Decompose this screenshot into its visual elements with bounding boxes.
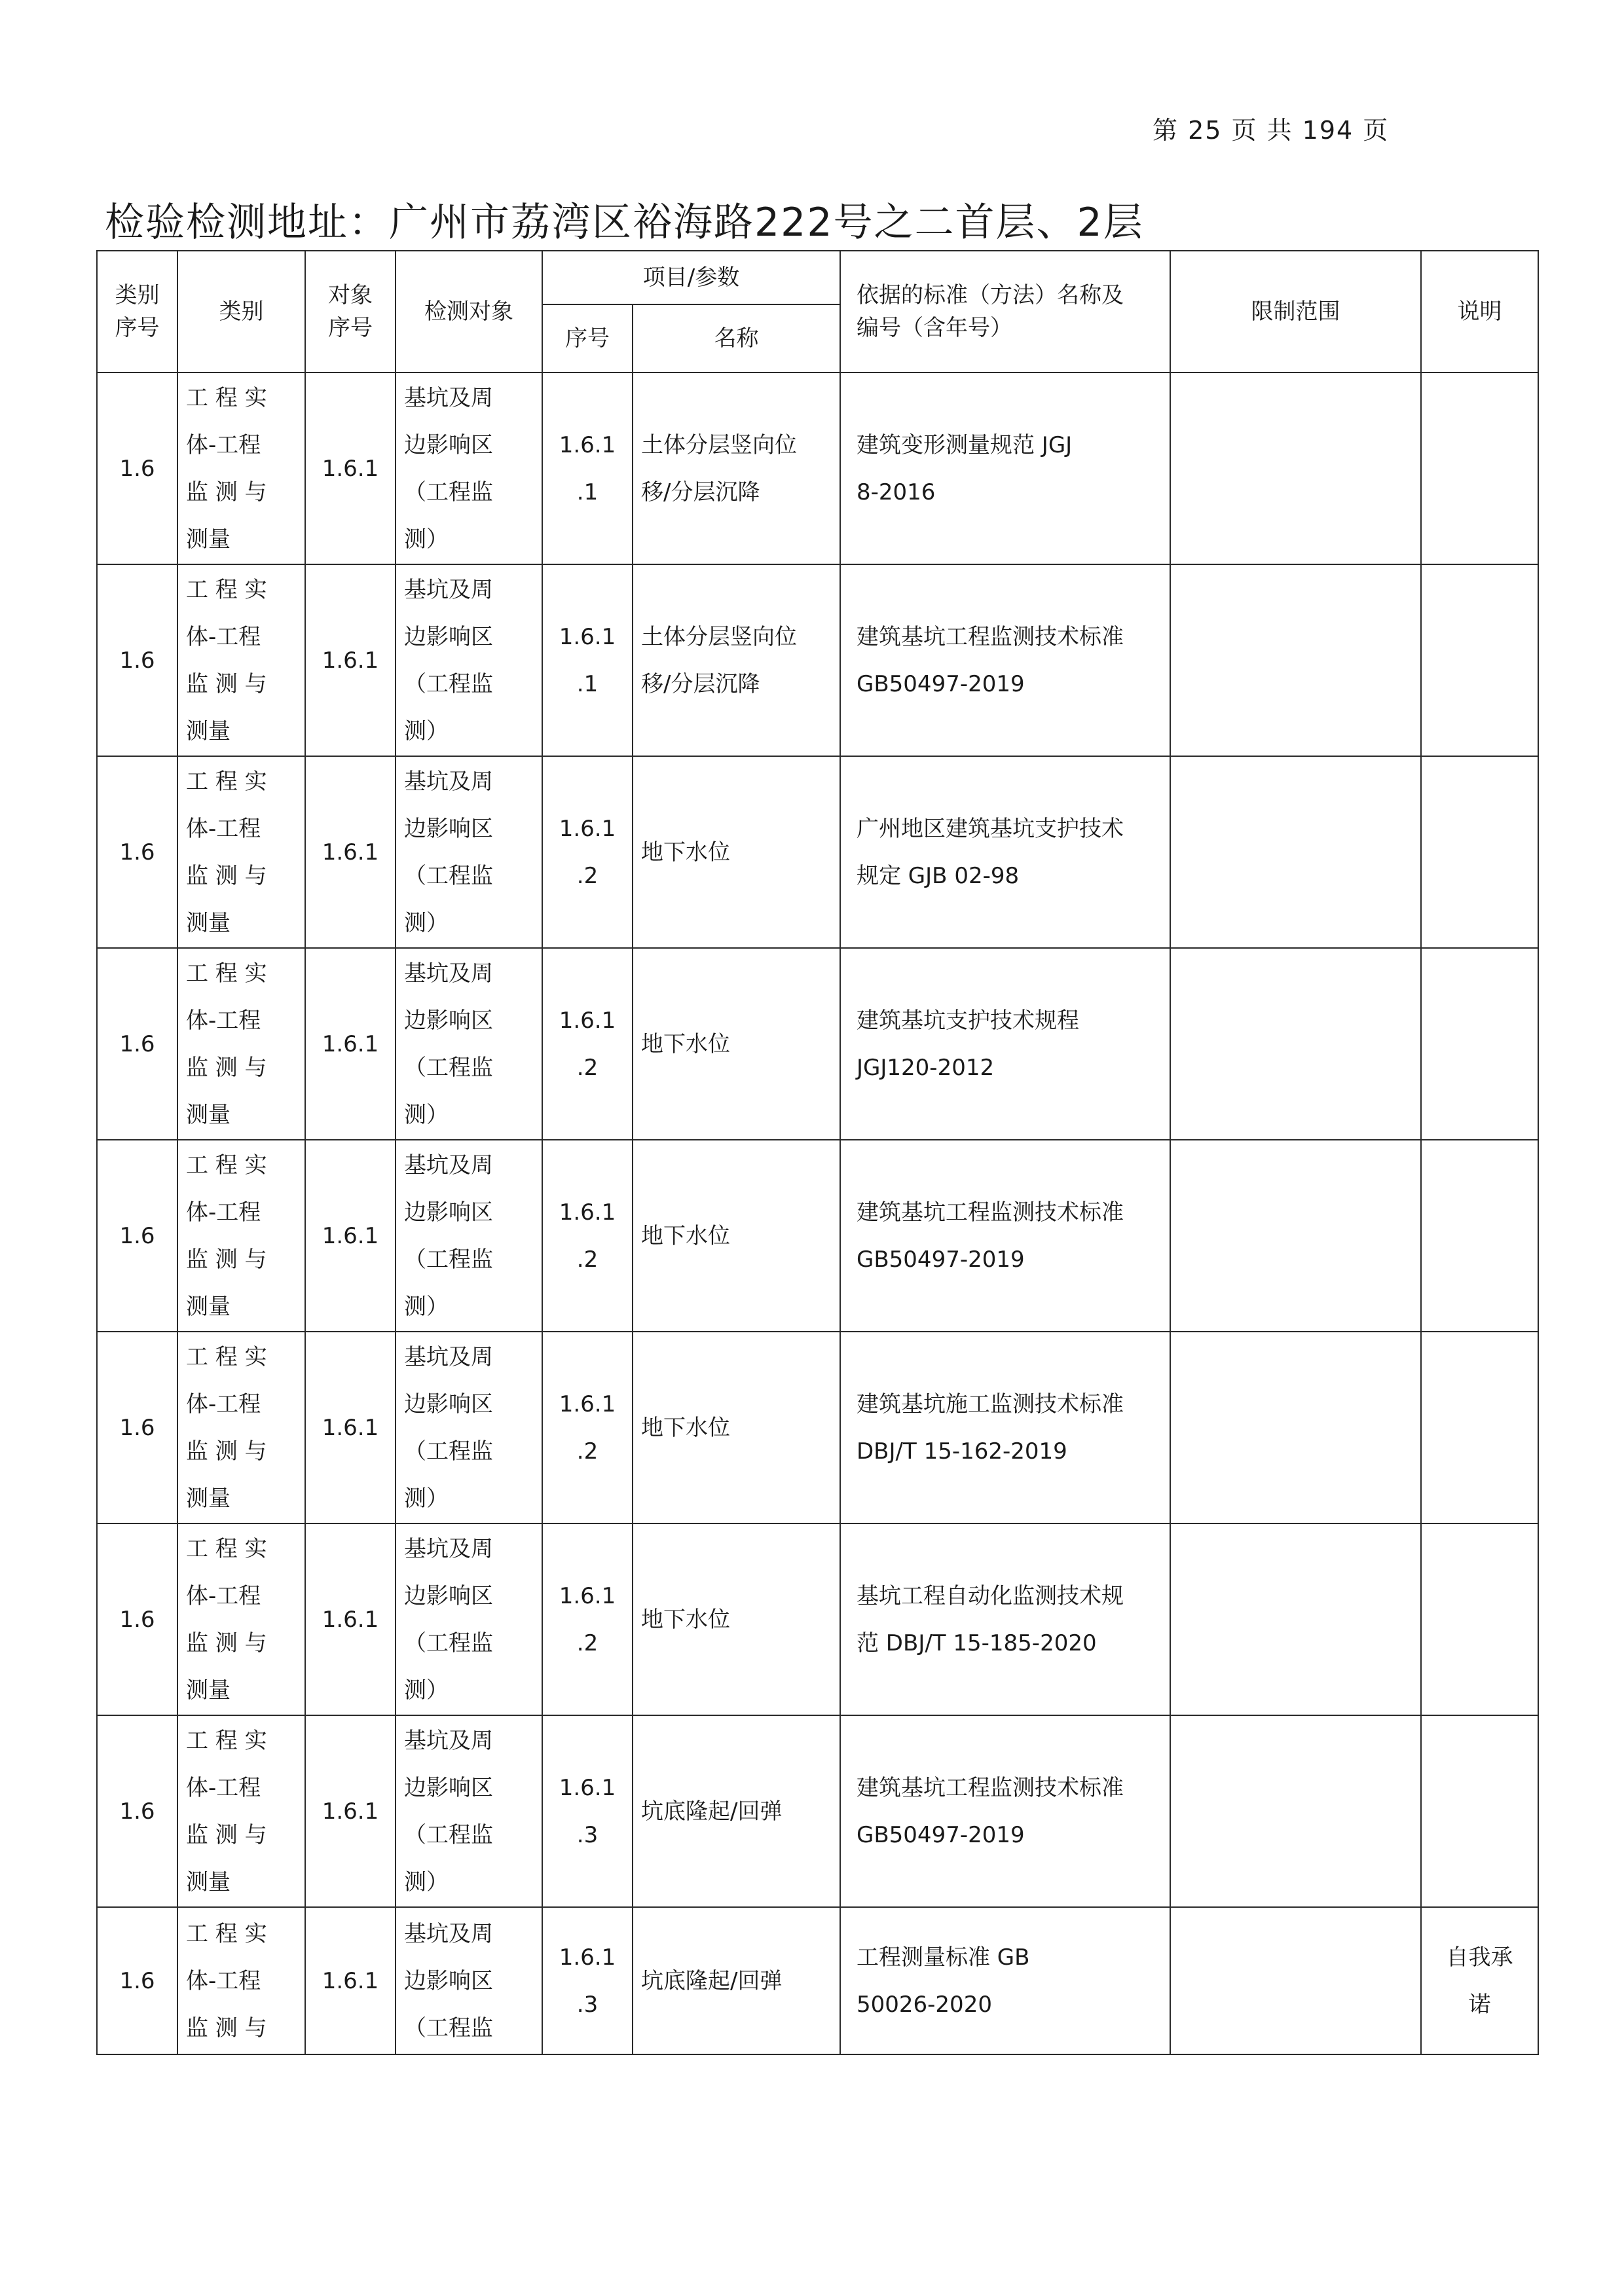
header-standard-line2: 编号（含年号） (857, 315, 1012, 341)
cell-item-seq-line: .1 (576, 670, 599, 697)
cell-item-name-line: 土体分层竖向位 (641, 623, 797, 650)
cell-item-name (633, 564, 840, 756)
cell-category (177, 948, 305, 1140)
cell-object-line: 边影响区 (404, 1391, 493, 1417)
cell-category-line: 工 程 实 (186, 1535, 267, 1562)
cell-object (396, 1715, 542, 1907)
cell-object-line: 测） (404, 718, 449, 744)
cell-category (177, 756, 305, 948)
cell-standard-line: JGJ120-2012 (857, 1054, 995, 1081)
cell-category-seq: 1.6 (97, 1715, 177, 1907)
cell-standard (840, 373, 1170, 564)
cell-category-seq: 1.6 (97, 373, 177, 564)
cell-item-seq (542, 1907, 633, 2054)
table-header-row (97, 251, 1538, 304)
table-row (97, 564, 1538, 756)
cell-standard-line: 建筑基坑工程监测技术标准 (857, 623, 1124, 650)
cell-category (177, 1140, 305, 1332)
cell-category-line: 监 测 与 (186, 1630, 267, 1656)
cell-object-line: 边影响区 (404, 1582, 493, 1609)
cell-object-line: 基坑及周 (404, 576, 493, 603)
header-category: 类别 (177, 251, 305, 373)
cell-object-line: 测） (404, 1677, 449, 1704)
cell-standard (840, 756, 1170, 948)
cell-category-line: 监 测 与 (186, 1821, 267, 1848)
cell-category-line: 测量 (186, 1868, 231, 1895)
cell-object-seq: 1.6.1 (305, 1715, 396, 1907)
cell-object-seq: 1.6.1 (305, 564, 396, 756)
cell-category (177, 373, 305, 564)
cell-item-name-line: 地下水位 (641, 1606, 730, 1633)
cell-category (177, 564, 305, 756)
cell-object-line: 边影响区 (404, 1967, 493, 1994)
cell-object-line: （工程监 (404, 2014, 493, 2041)
cell-item-seq-line: 1.6.1 (559, 1391, 616, 1417)
header-item-param: 项目/参数 (542, 251, 840, 304)
cell-category-line: 体-工程 (186, 431, 261, 458)
cell-note (1421, 948, 1538, 1140)
header-category-seq (97, 251, 177, 373)
cell-category (177, 1907, 305, 2054)
cell-category-seq: 1.6 (97, 948, 177, 1140)
cell-item-seq-line: 1.6.1 (559, 1774, 616, 1801)
cell-object-line: 边影响区 (404, 623, 493, 650)
cell-standard-line: DBJ/T 15-162-2019 (857, 1438, 1067, 1465)
cell-category-line: 工 程 实 (186, 576, 267, 603)
cell-category (177, 1332, 305, 1523)
cell-limit (1170, 756, 1421, 948)
cell-category-line: 体-工程 (186, 1774, 261, 1801)
cell-limit (1170, 1140, 1421, 1332)
cell-item-name-line: 地下水位 (641, 1222, 730, 1249)
cell-object (396, 756, 542, 948)
cell-object-line: （工程监 (404, 479, 493, 505)
header-limit: 限制范围 (1170, 251, 1421, 373)
table-row (97, 1332, 1538, 1523)
cell-object-seq: 1.6.1 (305, 1140, 396, 1332)
cell-category-line: 工 程 实 (186, 1727, 267, 1754)
header-category-seq-line2: 序号 (115, 315, 160, 341)
header-object-seq-line1: 对象 (328, 282, 373, 308)
cell-item-name-line: 地下水位 (641, 839, 730, 866)
cell-object (396, 1523, 542, 1715)
cell-standard-line: 范 DBJ/T 15-185-2020 (857, 1630, 1097, 1656)
cell-item-seq-line: .2 (576, 1246, 599, 1273)
cell-category-seq: 1.6 (97, 756, 177, 948)
cell-object-line: 测） (404, 1485, 449, 1512)
cell-category-line: 监 测 与 (186, 1438, 267, 1465)
scope-table (96, 250, 1539, 2055)
cell-standard-line: 50026-2020 (857, 1991, 992, 2018)
cell-item-name (633, 373, 840, 564)
cell-item-seq-line: 1.6.1 (559, 1007, 616, 1034)
cell-category-line: 测量 (186, 1485, 231, 1512)
cell-item-name-line: 移/分层沉降 (641, 479, 760, 505)
cell-note-line: 诺 (1468, 1991, 1491, 2018)
cell-category-line: 监 测 与 (186, 862, 267, 889)
cell-category-line: 测量 (186, 1101, 231, 1128)
cell-standard (840, 564, 1170, 756)
cell-object-line: 基坑及周 (404, 960, 493, 987)
cell-standard-line: 建筑基坑工程监测技术标准 (857, 1774, 1124, 1801)
cell-object-line: （工程监 (404, 1821, 493, 1848)
cell-standard-line: 8-2016 (857, 479, 936, 505)
header-standard-line1: 依据的标准（方法）名称及 (857, 282, 1124, 308)
cell-category (177, 1715, 305, 1907)
cell-category-line: 体-工程 (186, 1391, 261, 1417)
header-item-name: 名称 (633, 304, 840, 373)
cell-object-line: （工程监 (404, 1630, 493, 1656)
cell-item-name-line: 地下水位 (641, 1414, 730, 1441)
header-object-seq-line2: 序号 (328, 315, 373, 341)
cell-item-name (633, 1332, 840, 1523)
cell-category-line: 测量 (186, 526, 231, 553)
cell-item-seq-line: .2 (576, 1054, 599, 1081)
table-row (97, 373, 1538, 564)
cell-standard (840, 1907, 1170, 2054)
cell-note (1421, 564, 1538, 756)
cell-object-line: 基坑及周 (404, 1920, 493, 1947)
cell-category-line: 工 程 实 (186, 384, 267, 411)
header-object: 检测对象 (396, 251, 542, 373)
cell-category-line: 工 程 实 (186, 1343, 267, 1370)
cell-category-seq: 1.6 (97, 1332, 177, 1523)
header-object-seq (305, 251, 396, 373)
cell-category-line: 体-工程 (186, 1199, 261, 1226)
cell-note (1421, 1523, 1538, 1715)
cell-item-name-line: 坑底隆起/回弹 (641, 1967, 783, 1994)
cell-note (1421, 1907, 1538, 2054)
cell-item-seq (542, 564, 633, 756)
cell-category-line: 监 测 与 (186, 1246, 267, 1273)
cell-item-seq-line: .2 (576, 1630, 599, 1656)
header-standard (840, 251, 1170, 373)
cell-category-line: 工 程 实 (186, 1920, 267, 1947)
cell-category-line: 测量 (186, 718, 231, 744)
cell-category-seq: 1.6 (97, 1140, 177, 1332)
cell-standard (840, 1715, 1170, 1907)
cell-item-name (633, 756, 840, 948)
cell-category-line: 体-工程 (186, 1007, 261, 1034)
cell-object-line: （工程监 (404, 1246, 493, 1273)
cell-item-seq (542, 1523, 633, 1715)
cell-standard-line: 建筑基坑施工监测技术标准 (857, 1391, 1124, 1417)
cell-category-line: 监 测 与 (186, 1054, 267, 1081)
cell-category-line: 监 测 与 (186, 479, 267, 505)
cell-category-line: 工 程 实 (186, 960, 267, 987)
cell-note (1421, 1332, 1538, 1523)
cell-item-name-line: 土体分层竖向位 (641, 431, 797, 458)
cell-object-seq: 1.6.1 (305, 948, 396, 1140)
cell-limit (1170, 948, 1421, 1140)
cell-item-name (633, 1715, 840, 1907)
table-row (97, 1523, 1538, 1715)
testing-address: 检验检测地址：广州市荔湾区裕海路222号之二首层、2层 (105, 200, 1144, 246)
table-row (97, 1715, 1538, 1907)
cell-object (396, 1907, 542, 2054)
cell-standard-line: GB50497-2019 (857, 1246, 1025, 1273)
cell-category-line: 监 测 与 (186, 2014, 267, 2041)
cell-item-name (633, 948, 840, 1140)
cell-object (396, 1332, 542, 1523)
cell-standard (840, 1332, 1170, 1523)
cell-item-seq-line: .3 (576, 1991, 599, 2018)
cell-note (1421, 373, 1538, 564)
cell-item-seq-line: .1 (576, 479, 599, 505)
cell-object-line: 基坑及周 (404, 1727, 493, 1754)
cell-item-seq-line: 1.6.1 (559, 623, 616, 650)
cell-object-line: （工程监 (404, 1054, 493, 1081)
cell-object-line: 基坑及周 (404, 1152, 493, 1178)
cell-object-line: 边影响区 (404, 1199, 493, 1226)
header-note: 说明 (1421, 251, 1538, 373)
table-row (97, 756, 1538, 948)
cell-object-seq: 1.6.1 (305, 1523, 396, 1715)
cell-category-line: 体-工程 (186, 1582, 261, 1609)
cell-category-line: 测量 (186, 1293, 231, 1320)
cell-limit (1170, 1907, 1421, 2054)
cell-category-line: 测量 (186, 909, 231, 936)
cell-object-seq: 1.6.1 (305, 1907, 396, 2054)
cell-item-name (633, 1907, 840, 2054)
cell-limit (1170, 1523, 1421, 1715)
cell-item-seq-line: .2 (576, 1438, 599, 1465)
cell-standard-line: 基坑工程自动化监测技术规 (857, 1582, 1124, 1609)
cell-object-line: 测） (404, 1868, 449, 1895)
cell-standard-line: 规定 GJB 02-98 (857, 862, 1020, 889)
cell-object-seq: 1.6.1 (305, 756, 396, 948)
cell-category-seq: 1.6 (97, 1523, 177, 1715)
cell-object (396, 948, 542, 1140)
page-number: 第 25 页 共 194 页 (1153, 116, 1390, 145)
cell-category-line: 体-工程 (186, 623, 261, 650)
cell-note (1421, 1715, 1538, 1907)
cell-item-seq-line: .2 (576, 862, 599, 889)
cell-limit (1170, 1332, 1421, 1523)
cell-standard-line: 建筑变形测量规范 JGJ (857, 431, 1073, 458)
cell-item-seq-line: 1.6.1 (559, 1199, 616, 1226)
cell-item-seq (542, 1140, 633, 1332)
table-row (97, 1907, 1538, 2054)
cell-object-line: 基坑及周 (404, 384, 493, 411)
cell-note-line: 自我承 (1446, 1944, 1513, 1971)
cell-object-seq: 1.6.1 (305, 373, 396, 564)
cell-object-line: 边影响区 (404, 1774, 493, 1801)
cell-object-line: 测） (404, 526, 449, 553)
cell-category-line: 测量 (186, 1677, 231, 1704)
cell-limit (1170, 1715, 1421, 1907)
cell-object-line: （工程监 (404, 1438, 493, 1465)
cell-standard-line: GB50497-2019 (857, 1821, 1025, 1848)
cell-standard-line: 工程测量标准 GB (857, 1944, 1030, 1971)
cell-category-seq: 1.6 (97, 564, 177, 756)
cell-item-seq-line: 1.6.1 (559, 1944, 616, 1971)
cell-limit (1170, 373, 1421, 564)
table-row (97, 1140, 1538, 1332)
cell-object (396, 564, 542, 756)
cell-category-line: 工 程 实 (186, 768, 267, 795)
header-item-seq: 序号 (542, 304, 633, 373)
cell-item-seq (542, 1715, 633, 1907)
cell-standard (840, 948, 1170, 1140)
cell-object-seq: 1.6.1 (305, 1332, 396, 1523)
cell-limit (1170, 564, 1421, 756)
cell-item-seq-line: 1.6.1 (559, 431, 616, 458)
cell-standard-line: 建筑基坑工程监测技术标准 (857, 1199, 1124, 1226)
cell-object-line: 边影响区 (404, 1007, 493, 1034)
cell-item-name-line: 地下水位 (641, 1030, 730, 1057)
cell-standard (840, 1140, 1170, 1332)
cell-category-line: 监 测 与 (186, 670, 267, 697)
cell-category-seq: 1.6 (97, 1907, 177, 2054)
cell-standard-line: GB50497-2019 (857, 670, 1025, 697)
cell-object-line: 基坑及周 (404, 768, 493, 795)
cell-object-line: （工程监 (404, 862, 493, 889)
cell-object-line: （工程监 (404, 670, 493, 697)
cell-object-line: 基坑及周 (404, 1535, 493, 1562)
cell-category-line: 体-工程 (186, 815, 261, 842)
cell-item-seq-line: .3 (576, 1821, 599, 1848)
cell-item-seq (542, 756, 633, 948)
cell-item-name (633, 1523, 840, 1715)
header-category-seq-line1: 类别 (115, 282, 160, 308)
cell-item-name (633, 1140, 840, 1332)
cell-item-name-line: 坑底隆起/回弹 (641, 1798, 783, 1825)
cell-item-seq (542, 373, 633, 564)
cell-item-seq (542, 1332, 633, 1523)
cell-object-line: 测） (404, 909, 449, 936)
cell-category (177, 1523, 305, 1715)
cell-category-line: 体-工程 (186, 1967, 261, 1994)
cell-standard-line: 广州地区建筑基坑支护技术 (857, 815, 1124, 842)
cell-item-name-line: 移/分层沉降 (641, 670, 760, 697)
cell-standard (840, 1523, 1170, 1715)
cell-object (396, 1140, 542, 1332)
cell-object (396, 373, 542, 564)
cell-object-line: 基坑及周 (404, 1343, 493, 1370)
cell-note (1421, 1140, 1538, 1332)
cell-item-seq-line: 1.6.1 (559, 1582, 616, 1609)
cell-object-line: 测） (404, 1101, 449, 1128)
cell-item-seq (542, 948, 633, 1140)
cell-object-line: 边影响区 (404, 815, 493, 842)
cell-note (1421, 756, 1538, 948)
table-row (97, 948, 1538, 1140)
cell-category-line: 工 程 实 (186, 1152, 267, 1178)
cell-standard-line: 建筑基坑支护技术规程 (857, 1007, 1079, 1034)
cell-object-line: 测） (404, 1293, 449, 1320)
cell-item-seq-line: 1.6.1 (559, 815, 616, 842)
cell-object-line: 边影响区 (404, 431, 493, 458)
